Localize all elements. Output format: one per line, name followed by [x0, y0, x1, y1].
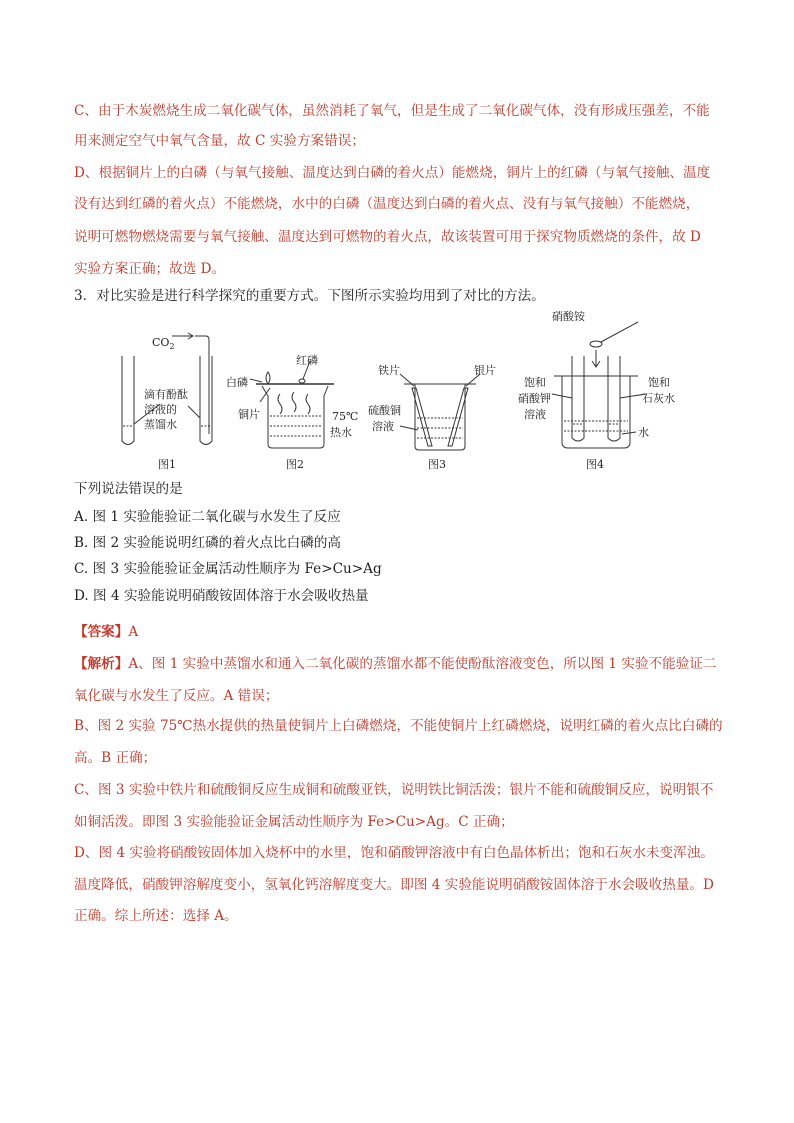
prev-c-line1: C、由于木炭燃烧生成二氧化碳气体，虽然消耗了氧气，但是生成了二氧化碳气体，没有形成压强差，不能 — [74, 103, 710, 119]
option-c: C. 图 3 实验能验证金属活动性顺序为 Fe>Cu>Ag — [74, 561, 382, 577]
experiment-figures — [100, 306, 680, 476]
fig1-label-line3: 蒸馏水 — [144, 418, 177, 431]
fig3-cuso4-line1: 硫酸铜 — [368, 404, 401, 417]
analysis-b-line1: B、图 2 实验 75℃热水提供的热量使铜片上白磷燃烧，不能使铜片上红磷燃烧，说明红磷的着火点比白磷的 — [74, 718, 723, 734]
fig3-cuso4-line2: 溶液 — [372, 420, 394, 433]
fig3-silver: 银片 — [474, 364, 496, 377]
option-d: D. 图 4 实验能说明硝酸铵固体溶于水会吸收热量 — [74, 588, 369, 604]
figure3-diagram — [400, 374, 480, 450]
fig4-caption: 图4 — [586, 458, 604, 471]
fig2-red-phosphorus: 红磷 — [296, 354, 318, 367]
prev-c-line2: 用来测定空气中氧气含量，故 C 实验方案错误； — [74, 133, 365, 149]
fig2-temperature: 75℃ — [332, 410, 359, 423]
option-b: B. 图 2 实验能说明红磷的着火点比白磷的高 — [74, 535, 342, 551]
fig2-white-phosphorus: 白磷 — [226, 376, 248, 389]
option-a: A. 图 1 实验能验证二氧化碳与水发生了反应 — [74, 509, 341, 525]
question-prompt: 下列说法错误的是 — [74, 481, 183, 497]
fig1-label-line1: 滴有酚酞 — [144, 388, 188, 401]
fig1-caption: 图1 — [158, 458, 176, 471]
answer-value: A — [128, 624, 139, 640]
fig4-kno3-line1: 饱和 — [524, 376, 546, 389]
fig4-kno3-line2: 硝酸钾 — [518, 392, 551, 405]
fig2-caption: 图2 — [286, 458, 304, 471]
fig4-water: 水 — [638, 426, 649, 439]
fig1-label-line2: 溶液的 — [144, 403, 177, 416]
analysis-b-line2: 高。B 正确； — [74, 750, 157, 766]
fig3-caption: 图3 — [428, 458, 446, 471]
figure4-diagram — [552, 322, 646, 448]
analysis-tag: 【解析】 — [74, 656, 129, 672]
fig4-nh4no3: 硝酸铵 — [552, 310, 585, 323]
prev-d-line2: 没有达到红磷的着火点）不能燃烧，水中的白磷（温度达到白磷的着火点、没有与氧气接触）不能燃烧， — [74, 196, 700, 212]
analysis-c-line2: 如铜活泼。即图 3 实验能验证金属活动性顺序为 Fe>Cu>Ag。C 正确； — [74, 814, 514, 830]
fig4-lime-line1: 饱和 — [648, 376, 670, 389]
answer-tag: 【答案】 — [74, 624, 129, 640]
fig4-lime-line2: 石灰水 — [642, 392, 675, 405]
fig2-copper-plate: 铜片 — [238, 408, 260, 421]
analysis-a-line1 — [74, 654, 717, 674]
analysis-a-line2: 氧化碳与水发生了反应。A 错误； — [74, 688, 279, 704]
analysis-c-line1: C、图 3 实验中铁片和硫酸铜反应生成铜和硫酸亚铁，说明铁比铜活泼；银片不能和硫酸铜反应，说明银不 — [74, 782, 714, 798]
answer-line — [74, 622, 138, 642]
analysis-d-line3: 正确。综上所述：选择 A。 — [74, 908, 238, 924]
prev-d-line4: 实验方案正确；故选 D。 — [74, 261, 226, 277]
question-stem: 3．对比实验是进行科学探究的重要方式。下图所示实验均用到了对比的方法。 — [74, 288, 545, 304]
fig3-iron: 铁片 — [378, 364, 400, 377]
fig4-kno3-line3: 溶液 — [524, 408, 546, 421]
fig1-co2-label: $CO_2$ — [152, 336, 175, 351]
figure2-diagram — [250, 361, 334, 448]
analysis-d-line2: 温度降低，硝酸钾溶解度变小，氢氧化钙溶解度变大。即图 4 实验能说明硝酸铵固体溶于水会吸收热量。D — [74, 877, 714, 893]
fig2-hot-water: 热水 — [330, 426, 352, 439]
analysis-a-text1: A、图 1 实验中蒸馏水和通入二氧化碳的蒸馏水都不能使酚酞溶液变色，所以图 1 实验不能验证二 — [128, 656, 717, 672]
prev-d-line1: D、根据铜片上的白磷（与氧气接触、温度达到白磷的着火点）能燃烧，铜片上的红磷（与氧气接触、温度 — [74, 165, 711, 181]
prev-d-line3: 说明可燃物燃烧需要与氧气接触、温度达到可燃物的着火点，故该装置可用于探究物质燃烧的条件，故 D — [74, 229, 701, 245]
analysis-d-line1: D、图 4 实验将硝酸铵固体加入烧杯中的水里，饱和硝酸钾溶液中有白色晶体析出；饱和石灰水未变浑浊。 — [74, 845, 714, 861]
